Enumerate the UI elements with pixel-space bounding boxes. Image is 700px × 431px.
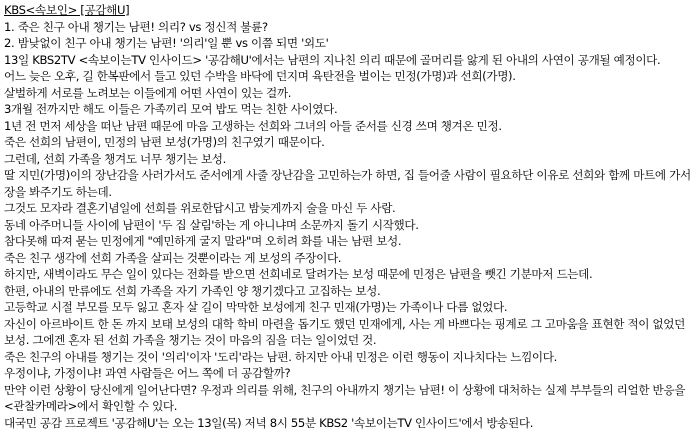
article-paragraph: 한편, 아내의 만류에도 선희 가족을 자기 가족인 양 챙기겠다고 고집하는 보성. bbox=[4, 283, 697, 300]
article-paragraph: 1. 죽은 친구 아내 챙기는 남편! 의리? vs 정신적 불륜? bbox=[4, 19, 697, 36]
article-paragraph: 자신이 아르바이트 한 돈 까지 보태 보성의 대학 학비 마련을 돕기도 했던 민재에게, 사는 게 바쁘다는 핑계로 그 고마움을 표현한 적이 없었던 보성. 그에겐 혼자 된 선희 가족을 챙기는 것이 마음의 짐을 더는 일이었던 것. bbox=[4, 316, 697, 349]
article-paragraph: 죽은 선희의 남편이, 민정의 남편 보성(가명)의 친구였기 때문이다. bbox=[4, 134, 697, 151]
article-paragraph: 죽은 친구 생각에 선희 가족을 살피는 것뿐이라는 게 보성의 주장이다. bbox=[4, 250, 697, 267]
article-paragraph: 우정이냐, 가정이냐! 과연 사람들은 어느 쪽에 더 공감할까? bbox=[4, 365, 697, 382]
article-paragraph: 대국민 공감 프로젝트 '공감해U'는 오는 13일(목) 저녁 8시 55분 KBS2 '속보이는TV 인사이드'에서 방송된다. bbox=[4, 415, 697, 431]
article-paragraph: 만약 이런 상황이 당신에게 일어난다면? 우정과 의리를 위해, 친구의 아내까지 챙기는 남편! 이 상황에 대처하는 실제 부부들의 리얼한 반응을 <관찰카메라>에서 확인할 수 있다. bbox=[4, 382, 697, 415]
article-paragraph: 그것도 모자라 결혼기념일에 선희를 위로한답시고 밤늦게까지 술을 마신 두 사람. bbox=[4, 200, 697, 217]
article-paragraph: 2. 밤낮없이 친구 아내 챙기는 남편! '의리'일 뿐 vs 이쯤 되면 '외도' bbox=[4, 35, 697, 52]
article-paragraph: 13일 KBS2TV <속보이는TV 인사이드> '공감해U'에서는 남편의 지나친 의리 때문에 골머리를 앓게 된 아내의 사연이 공개될 예정이다. bbox=[4, 52, 697, 69]
article-paragraph: 동네 아주머니들 사이에 남편이 '두 집 살림'하는 게 아니냐며 소문까지 돌기 시작했다. bbox=[4, 217, 697, 234]
article-paragraph: 딸 지민(가명)이의 장난감을 사러가서도 준서에게 사줄 장난감을 고민하는가 하면, 집 들어줄 사람이 필요하단 이유로 선희와 함께 마트에 가서 장을 봐주기도 하는데. bbox=[4, 167, 697, 200]
article-header: KBS<속보인> [공감해U] bbox=[4, 2, 697, 19]
article-paragraph: 1년 전 먼저 세상을 떠난 남편 때문에 마음 고생하는 선희와 그녀의 아들 준서를 신경 쓰며 챙겨온 민정. bbox=[4, 118, 697, 135]
article-paragraph: 3개월 전까지만 해도 이들은 가족끼리 모여 밥도 먹는 친한 사이였다. bbox=[4, 101, 697, 118]
article-paragraph: 하지만, 새벽이라도 무슨 일이 있다는 전화를 받으면 선희네로 달려가는 보성 때문에 민정은 남편을 뺏긴 기분마저 드는데. bbox=[4, 266, 697, 283]
article-paragraph: 참다못해 따져 묻는 민정에게 "예민하게 굴지 말라"며 오히려 화를 내는 남편 보성. bbox=[4, 233, 697, 250]
article-paragraph: 그런데, 선희 가족을 챙겨도 너무 챙기는 보성. bbox=[4, 151, 697, 168]
article-paragraph: 어느 늦은 오후, 길 한복판에서 들고 있던 수박을 바닥에 던지며 육탄전을 벌이는 민정(가명)과 선희(가명). bbox=[4, 68, 697, 85]
article-paragraph: 죽은 친구의 아내를 챙기는 것이 '의리'이자 '도리'라는 남편. 하지만 아내 민정은 이런 행동이 지나치다는 느낌이다. bbox=[4, 349, 697, 366]
article-paragraph: 고등학교 시절 부모를 모두 잃고 혼자 살 길이 막막한 보성에게 친구 민재(가명)는 가족이나 다름 없었다. bbox=[4, 299, 697, 316]
article-paragraph: 살벌하게 서로를 노려보는 이들에게 어떤 사연이 있는 걸까. bbox=[4, 85, 697, 102]
